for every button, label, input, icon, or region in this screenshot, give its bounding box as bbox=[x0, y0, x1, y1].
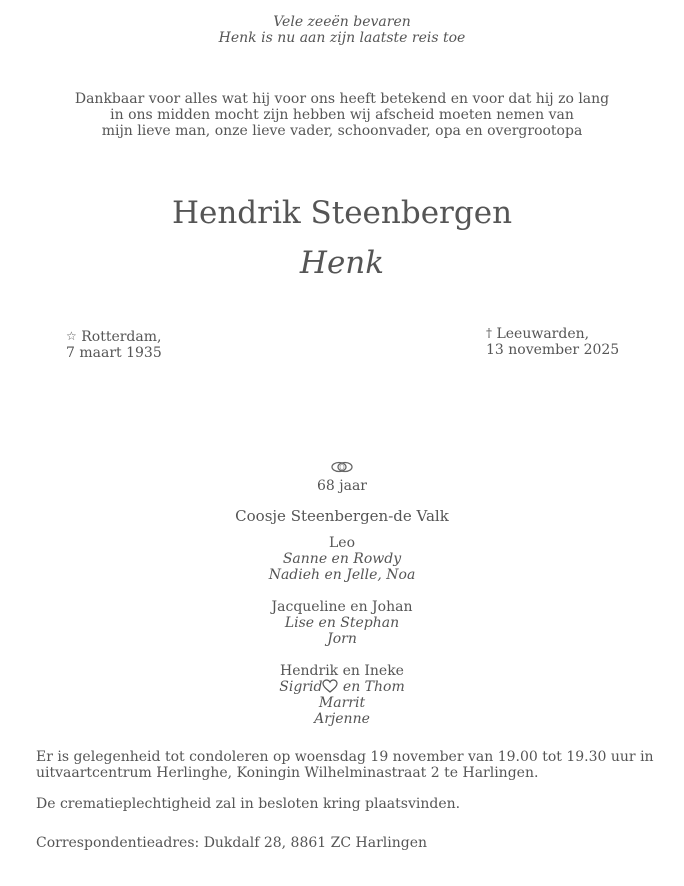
condolence-line-1: Er is gelegenheid tot condoleren op woensdag 19 november van 19.00 tot 19.30 uur in bbox=[36, 749, 654, 765]
family-group bbox=[0, 599, 684, 647]
condolence-info bbox=[36, 749, 656, 781]
star-icon: ☆ bbox=[66, 329, 77, 343]
deceased-nickname: Henk bbox=[299, 245, 385, 281]
motto bbox=[0, 14, 684, 46]
family-member: Nadieh en Jelle, Noa bbox=[268, 567, 416, 583]
correspondence-address: Correspondentieadres: Dukdalf 28, 8861 ZC Harlingen bbox=[36, 835, 428, 851]
intro-text bbox=[0, 91, 684, 139]
heart-line-name: Sigrid bbox=[279, 679, 323, 695]
cross-icon: † bbox=[486, 326, 492, 340]
death-place: Leeuwarden, bbox=[496, 326, 590, 342]
birth-place: Rotterdam, bbox=[81, 329, 162, 345]
family-member: Lise en Stephan bbox=[284, 615, 400, 631]
intro-line-2: in ons midden mocht zijn hebben wij afscheid moeten nemen van bbox=[110, 107, 574, 123]
family-group bbox=[0, 663, 684, 727]
family-member: Arjenne bbox=[314, 711, 370, 727]
death-info bbox=[486, 325, 619, 358]
family-member: Jorn bbox=[327, 631, 357, 647]
heart-icon bbox=[322, 679, 338, 693]
spouse-name: Coosje Steenbergen-de Valk bbox=[235, 507, 449, 525]
cremation-info: De crematieplechtigheid zal in besloten kring plaatsvinden. bbox=[36, 796, 461, 812]
birth-date: 7 maart 1935 bbox=[66, 345, 162, 361]
heart-line-partner: en Thom bbox=[338, 679, 405, 695]
family-group bbox=[0, 535, 684, 583]
marriage-years: 68 jaar bbox=[317, 478, 367, 494]
family-list bbox=[0, 535, 684, 743]
deceased-name: Hendrik Steenbergen bbox=[171, 195, 513, 231]
wedding-rings-icon bbox=[330, 460, 354, 474]
family-member: Sanne en Rowdy bbox=[282, 551, 402, 567]
family-head: Jacqueline en Johan bbox=[271, 599, 413, 615]
family-member bbox=[0, 679, 684, 695]
birth-info bbox=[66, 328, 162, 361]
motto-line-1: Vele zeeën bevaren bbox=[273, 14, 411, 30]
family-member: Marrit bbox=[318, 695, 366, 711]
death-date: 13 november 2025 bbox=[486, 342, 620, 358]
motto-line-2: Henk is nu aan zijn laatste reis toe bbox=[218, 30, 466, 46]
intro-line-3: mijn lieve man, onze lieve vader, schoonvader, opa en overgrootopa bbox=[101, 123, 583, 139]
condolence-line-2: uitvaartcentrum Herlinghe, Koningin Wilhelminastraat 2 te Harlingen. bbox=[36, 765, 539, 781]
family-head: Hendrik en Ineke bbox=[280, 663, 404, 679]
family-head: Leo bbox=[328, 535, 355, 551]
intro-line-1: Dankbaar voor alles wat hij voor ons heeft betekend en voor dat hij zo lang bbox=[74, 91, 610, 107]
